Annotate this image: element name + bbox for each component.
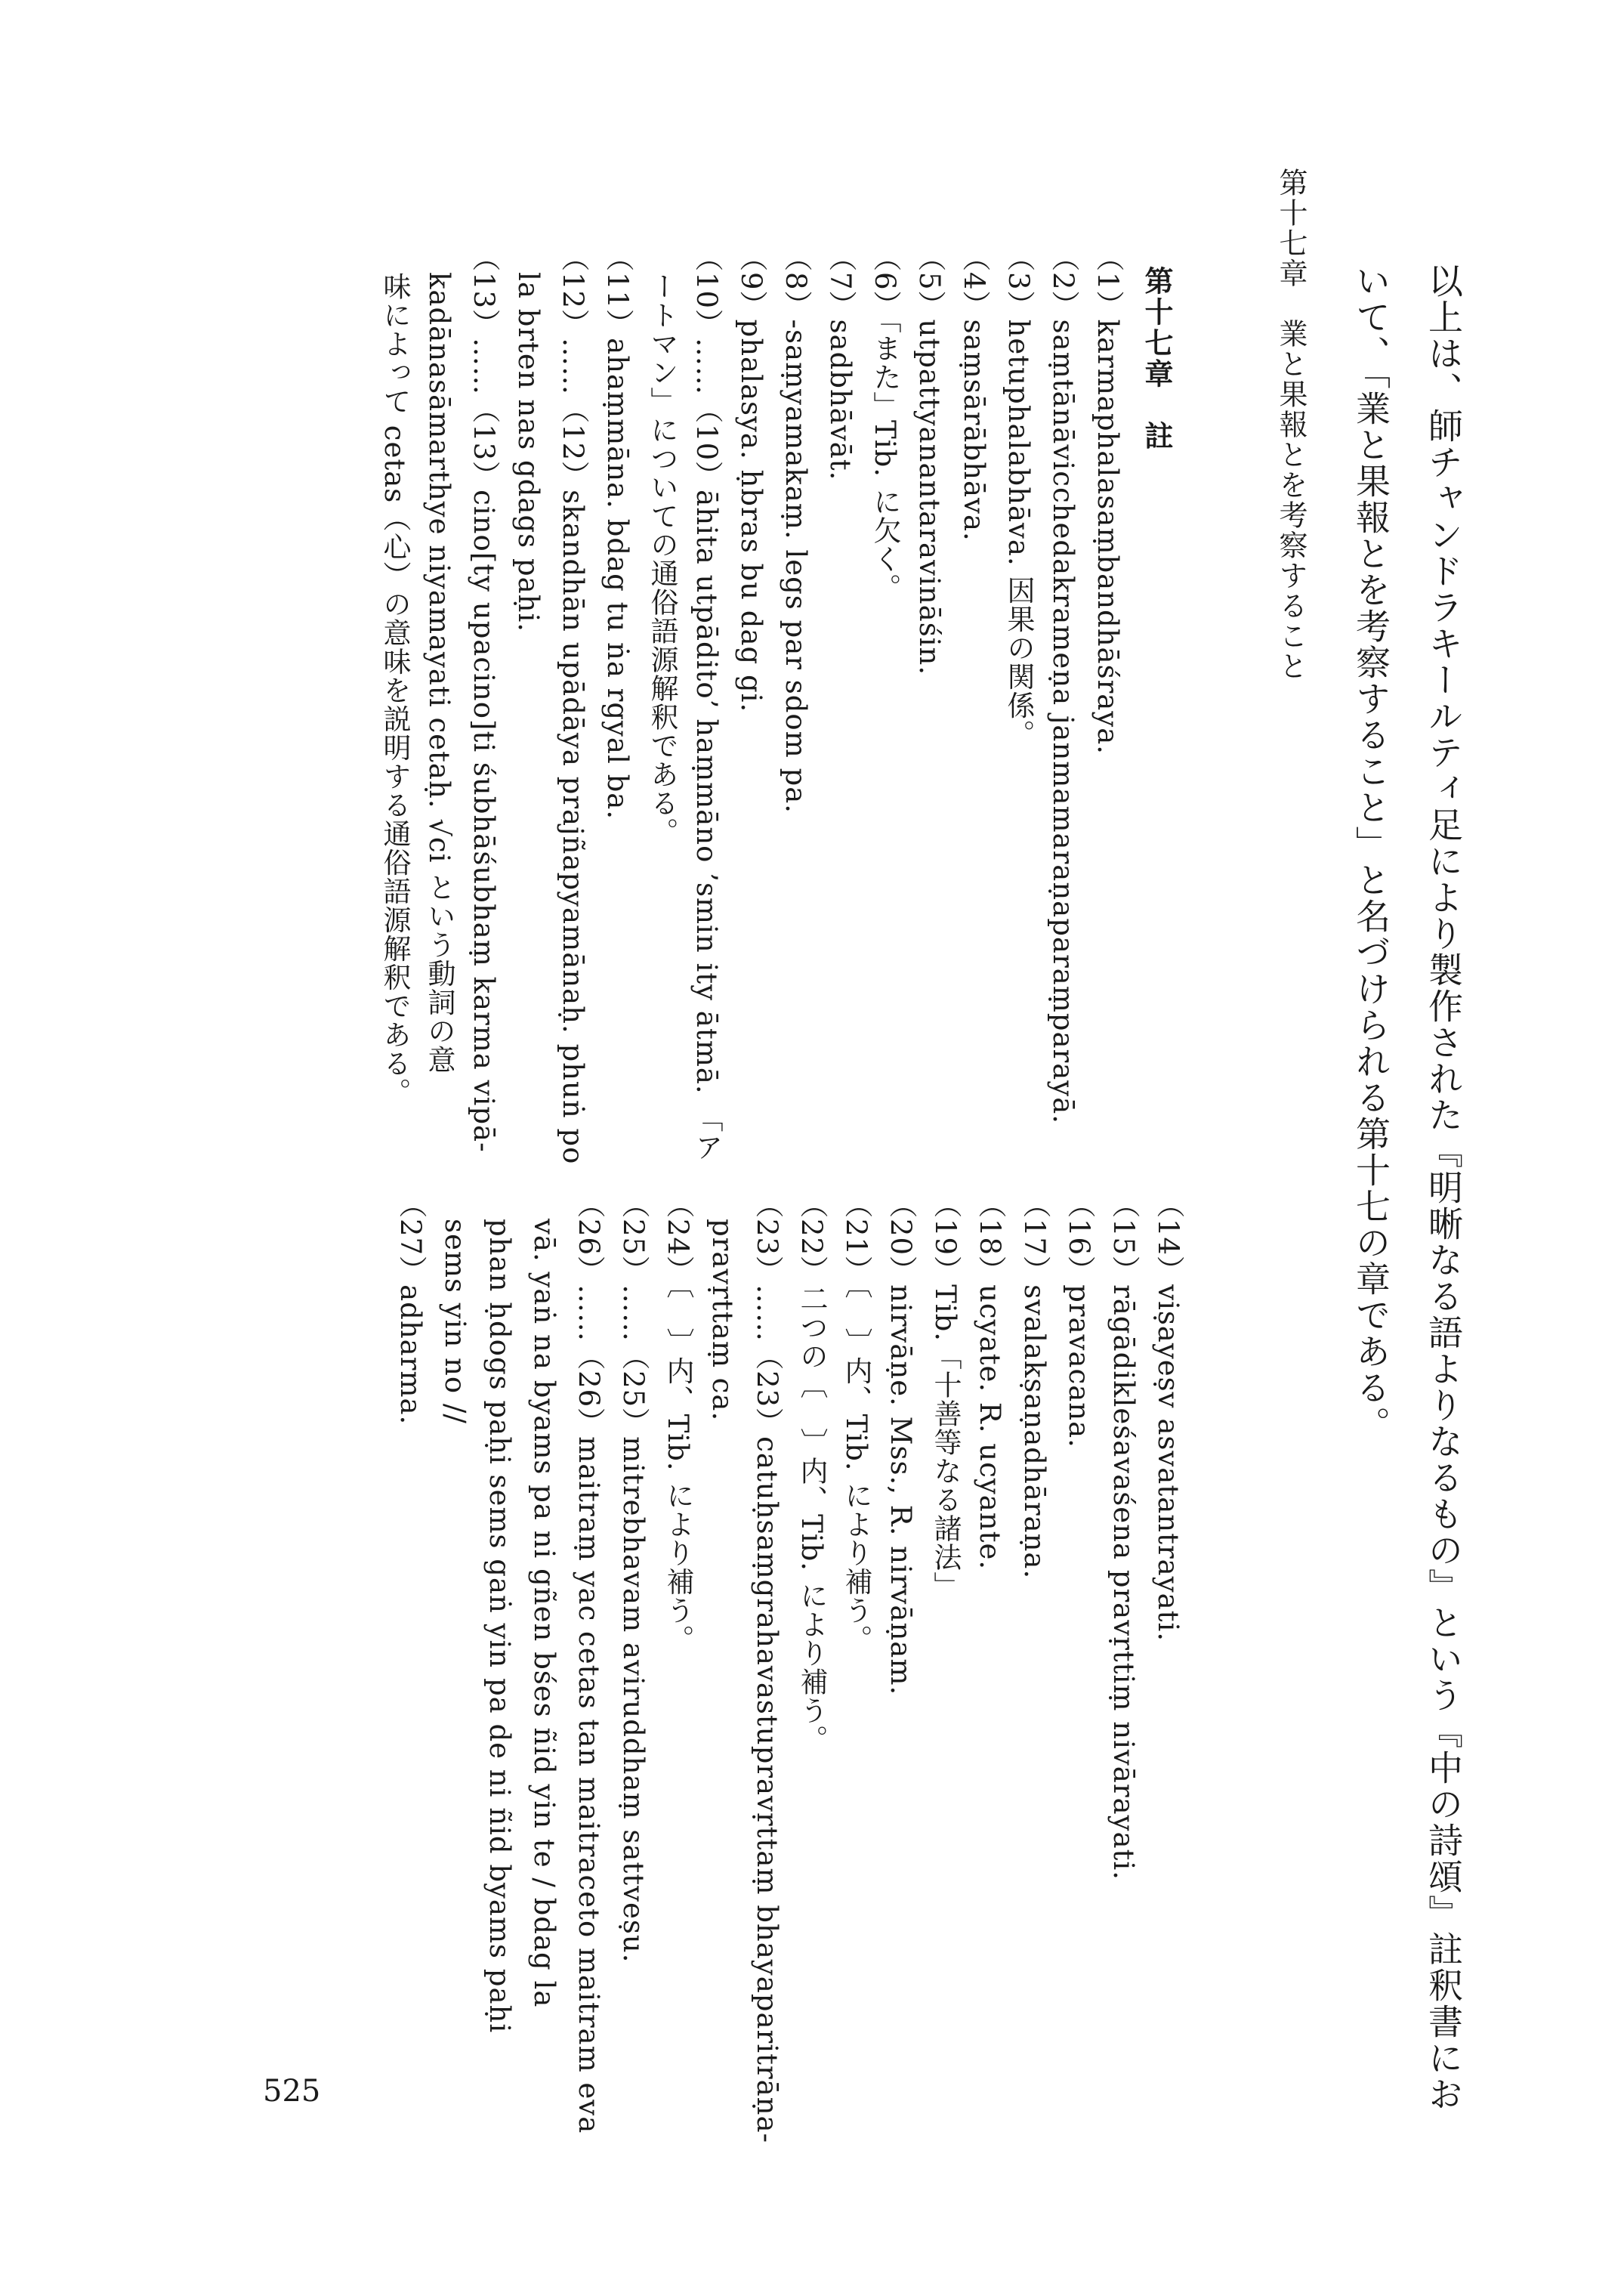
note-13: （13）……（13）cino[ty upacino]ti śubhāśubhaṃ karma vipā- — [468, 243, 500, 1153]
note-1: （1）karmaphalasaṃbandhāśraya. — [1091, 243, 1124, 756]
note-9: （9）phalasya. ḥbras bu dag gi. — [735, 243, 767, 713]
note-8: （8）-saṃyamakaṃ. legs par sdom pa. — [780, 243, 812, 814]
note-23: （23）……（23）catuḥsaṃgrahavastupravṛttaṃ bhayaparitrāṇa- — [751, 1190, 783, 2144]
note-12: （12）……（12）skandhān upādāya prajñapyamānaḥ. phuṅ po — [557, 243, 589, 1165]
note-26: （26）……（26）maitraṃ yac cetas tan maitraceto maitram eva — [573, 1190, 605, 2134]
main-text-line-1: 以上は、師チャンドラキールティ足により製作された『明晰なる語よりなるもの』という『中の詩頌』註釈書にお — [1423, 263, 1464, 2112]
note-19: （19）Tib.「十善等なる諸法」 — [929, 1190, 962, 1601]
note-25: （25）……（25）mitrebhavam aviruddhaṃ sattveṣu. — [617, 1190, 650, 1964]
note-10-cont: ートマン」についての通俗語源解釈である。 — [646, 243, 678, 846]
note-13-cont-1: kadānasāmarthye niyamayati cetaḥ. √ci という動詞の意 — [423, 243, 455, 1074]
note-5: （5）utpattyanantaravināśin. — [913, 243, 946, 676]
note-15: （15）rāgādikleśavaśena pravṛttiṃ nivārayati. — [1107, 1190, 1140, 1881]
note-2: （2）saṃtānāvicchedakrameṇa janmamaraṇaparaṃparayā. — [1047, 243, 1079, 1125]
note-13-cont-2: 味によって cetas（心）の意味を説明する通俗語源解釈である。 — [378, 243, 411, 1107]
note-17: （17）svalakṣaṇadhāraṇa. — [1018, 1190, 1051, 1580]
notes-title: 第十七章 註 — [1140, 266, 1174, 452]
note-23-cont: pravṛttaṃ ca. — [706, 1190, 739, 1422]
main-text-line-2: いて、「業と果報とを考察すること」と名づけられる第十七の章である。 — [1351, 263, 1391, 1442]
page-number: 525 — [263, 2074, 321, 2109]
note-26-cont-3: sems yin no // — [439, 1190, 471, 1424]
note-21: （21）〔 〕内、Tib. により補う。 — [840, 1190, 872, 1654]
note-26-cont-1: vā. yaṅ na byams pa ni gñen bśes ñid yin te / bdag la — [528, 1190, 560, 2008]
note-12-cont: la brten nas gdags paḥi. — [512, 243, 545, 633]
note-16: （16）pravacana. — [1063, 1190, 1095, 1448]
note-7: （7）sadbhāvāt. — [824, 243, 857, 481]
note-4: （4）saṃsārābhāva. — [958, 243, 990, 542]
note-6: （6）「また」Tib. に欠く。 — [869, 243, 901, 602]
note-14: （14）viṣayeṣv asvatantrayati. — [1152, 1190, 1184, 1642]
running-head: 第十七章 業と果報とを考察すること — [1274, 168, 1308, 681]
note-3: （3）hetuphalabhāva. 因果の関係。 — [1002, 243, 1035, 749]
note-24: （24）〔 〕内、Tib. により補う。 — [662, 1190, 694, 1654]
note-10: （10）……（10）āhita utpādito’ haṃmāno ’smin ity ātmā. 「ア — [690, 243, 723, 1162]
note-11: （11）ahaṃmāna. bdag tu ṅa rgyal ba. — [601, 243, 634, 820]
note-18: （18）ucyate. R. ucyante. — [974, 1190, 1006, 1571]
note-26-cont-2: phan ḥdogs paḥi sems gaṅ yin pa de ni ñid byams paḥi — [483, 1190, 516, 2034]
note-27: （27）adharma. — [394, 1190, 427, 1426]
note-22: （22）二つの〔 〕内、Tib. により補う。 — [795, 1190, 828, 1754]
note-20: （20）nirvāṇe. Mss., R. nirvāṇam. — [885, 1190, 917, 1696]
